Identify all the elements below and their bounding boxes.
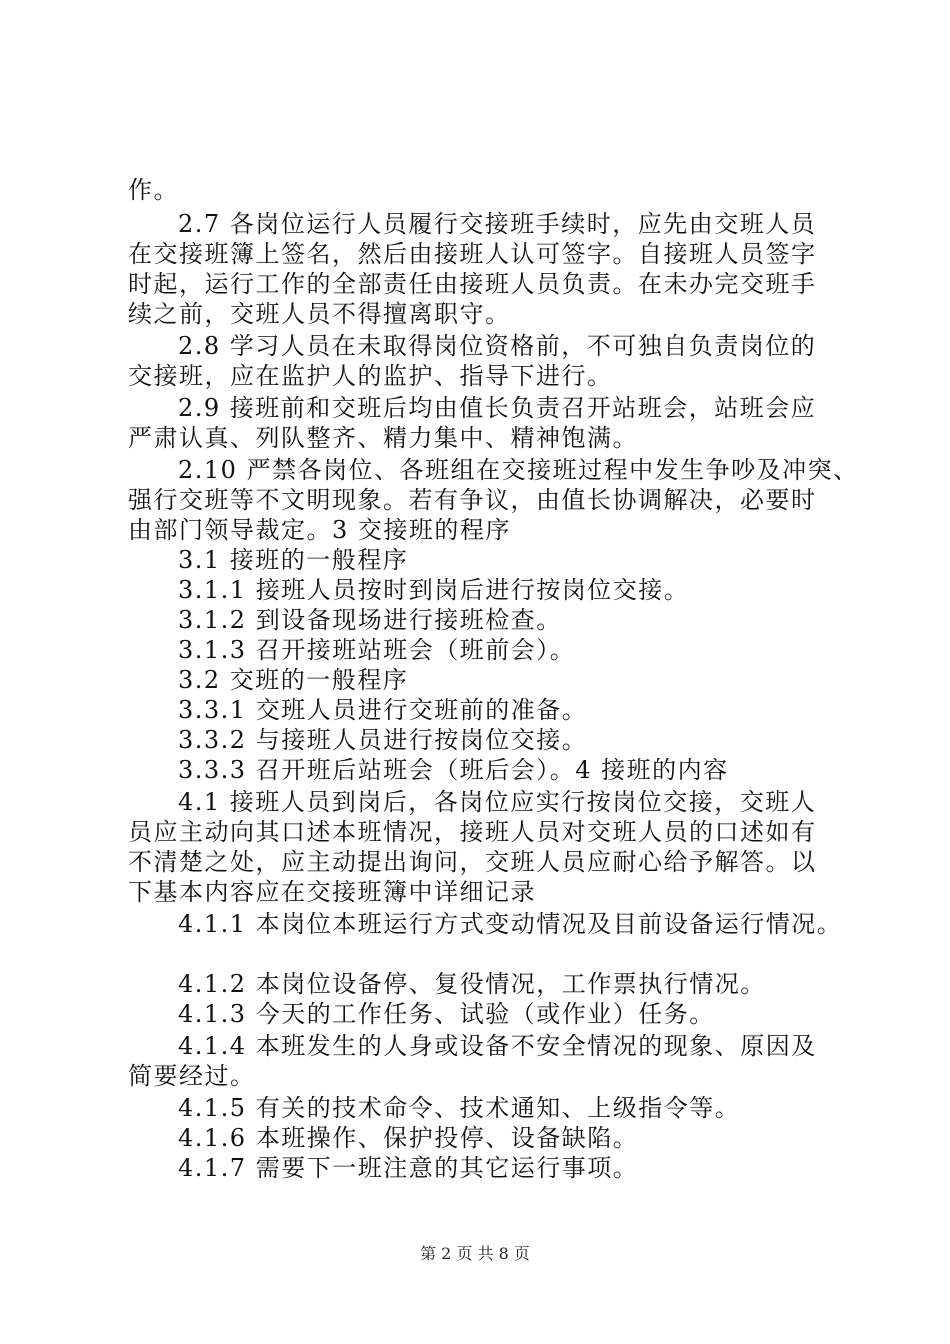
text-line: 作。: [128, 176, 179, 204]
text-line: 时起，运行工作的全部责任由接班人员负责。在未办完交班手: [128, 270, 817, 298]
text-line: 强行交班等不文明现象。若有争议，由值长协调解决，必要时: [128, 486, 817, 514]
text-line: 4.1.4 本班发生的人身或设备不安全情况的现象、原因及: [178, 1032, 817, 1060]
text-line: 3.1.2 到设备现场进行接班检查。: [178, 606, 562, 634]
text-line: 不清楚之处，应主动提出询问，交班人员应耐心给予解答。以: [128, 848, 817, 876]
text-line: 交接班，应在监护人的监护、指导下进行。: [128, 362, 613, 390]
text-line: 4.1 接班人员到岗后，各岗位应实行按岗位交接，交班人: [178, 788, 817, 816]
text-line: 3.1 接班的一般程序: [178, 546, 409, 574]
text-line: 4.1.5 有关的技术命令、技术通知、上级指令等。: [178, 1094, 741, 1122]
text-line: 2.8 学习人员在未取得岗位资格前，不可独自负责岗位的: [178, 332, 817, 360]
text-line: 3.1.1 接班人员按时到岗后进行按岗位交接。: [178, 576, 690, 604]
text-line: 员应主动向其口述本班情况，接班人员对交班人员的口述如有: [128, 818, 817, 846]
text-line: 3.2 交班的一般程序: [178, 666, 409, 694]
text-line: 4.1.3 今天的工作任务、试验（或作业）任务。: [178, 1000, 715, 1028]
text-line: 4.1.2 本岗位设备停、复役情况，工作票执行情况。: [178, 970, 766, 998]
text-line: 续之前，交班人员不得擅离职守。: [128, 300, 511, 328]
text-line: 下基本内容应在交接班簿中详细记录: [128, 878, 536, 906]
text-line: 3.3.2 与接班人员进行按岗位交接。: [178, 726, 588, 754]
text-line: 4.1.1 本岗位本班运行方式变动情况及目前设备运行情况。: [178, 910, 843, 938]
text-line: 简要经过。: [128, 1062, 256, 1090]
text-line: 4.1.6 本班操作、保护投停、设备缺陷。: [178, 1124, 639, 1152]
text-line: 严肃认真、列队整齐、精力集中、精神饱满。: [128, 424, 638, 452]
text-line: 4.1.7 需要下一班注意的其它运行事项。: [178, 1154, 639, 1182]
page-number-footer: 第 2 页 共 8 页: [420, 1244, 530, 1263]
text-line: 2.9 接班前和交班后均由值长负责召开站班会，站班会应: [178, 394, 817, 422]
text-line: 3.1.3 召开接班站班会（班前会）。: [178, 636, 576, 664]
text-line: 由部门领导裁定。3 交接班的程序: [128, 516, 511, 544]
text-line: 2.7 各岗位运行人员履行交接班手续时，应先由交班人员: [178, 210, 817, 238]
text-line: 3.3.1 交班人员进行交班前的准备。: [178, 696, 588, 724]
text-line: 在交接班簿上签名，然后由接班人认可签字。自接班人员签字: [128, 240, 817, 268]
text-line: 2.10 严禁各岗位、各班组在交接班过程中发生争吵及冲突、: [178, 456, 859, 484]
text-line: 3.3.3 召开班后站班会（班后会）。4 接班的内容: [178, 756, 729, 784]
